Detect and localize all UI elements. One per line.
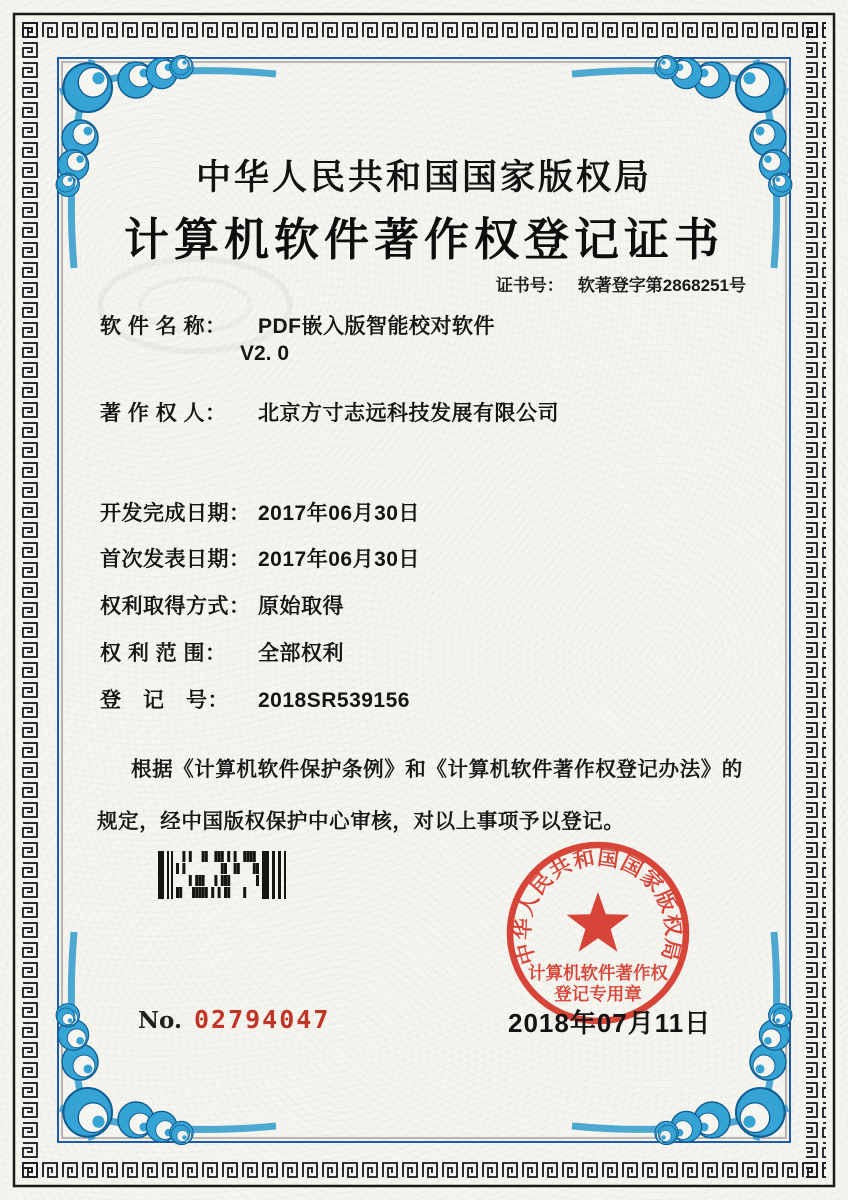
serial-prefix: No. xyxy=(138,1007,182,1034)
field-value: 2017年06月30日 xyxy=(258,502,420,525)
certificate-number-value: 软著登字第2868251号 xyxy=(577,276,746,295)
field-label: 著 作 权 人： xyxy=(100,402,227,425)
barcode xyxy=(158,851,294,904)
field-label: 首次发表日期： xyxy=(100,548,251,571)
field-dev-complete-date xyxy=(100,497,420,527)
statement-line-2: 规定，经中国版权保护中心审核，对以上事项予以登记。 xyxy=(97,810,625,833)
field-value: 2018SR539156 xyxy=(258,689,410,712)
field-registration-number xyxy=(100,684,410,714)
field-value: 2017年06月30日 xyxy=(258,548,420,571)
field-label: 权利取得方式： xyxy=(100,595,251,618)
field-software-name xyxy=(100,310,495,340)
seal-star xyxy=(567,892,630,952)
certificate-title: 计算机软件著作权登记证书 xyxy=(123,214,724,265)
field-label: 开发完成日期： xyxy=(100,502,251,525)
field-first-publish-date xyxy=(100,543,420,573)
field-label: 权 利 范 围： xyxy=(100,642,227,665)
field-rights-scope xyxy=(100,637,344,667)
field-value: 北京方寸志远科技发展有限公司 xyxy=(258,402,559,425)
authority-title: 中华人民共和国国家版权局 xyxy=(195,158,652,197)
field-rights-acquisition xyxy=(100,590,344,620)
certificate-number-label: 证书号： xyxy=(495,276,564,295)
field-value: 全部权利 xyxy=(258,642,344,665)
field-copyright-holder xyxy=(100,397,559,427)
field-software-version: V2. 0 xyxy=(240,342,290,365)
corner-ornament-bottom-left xyxy=(56,932,276,1145)
issue-date: 2018年07月11日 xyxy=(508,1008,712,1038)
field-value: PDF嵌入版智能校对软件 xyxy=(258,315,495,338)
serial-number: 02794047 xyxy=(193,1005,331,1034)
serial-number-line xyxy=(138,1005,330,1034)
statement-line-1: 根据《计算机软件保护条例》和《计算机软件著作权登记办法》的 xyxy=(131,758,743,781)
seal-text-line1: 计算机软件著作权 xyxy=(528,963,668,983)
field-value: 原始取得 xyxy=(258,595,344,618)
field-label: 登 记 号： xyxy=(100,689,229,712)
field-label: 软 件 名 称： xyxy=(100,315,227,338)
certificate-number-line xyxy=(496,271,746,296)
seal-text-line2: 登记专用章 xyxy=(554,984,642,1004)
seal-ring-text: 中华人民共和国国家版权局 xyxy=(511,846,685,967)
